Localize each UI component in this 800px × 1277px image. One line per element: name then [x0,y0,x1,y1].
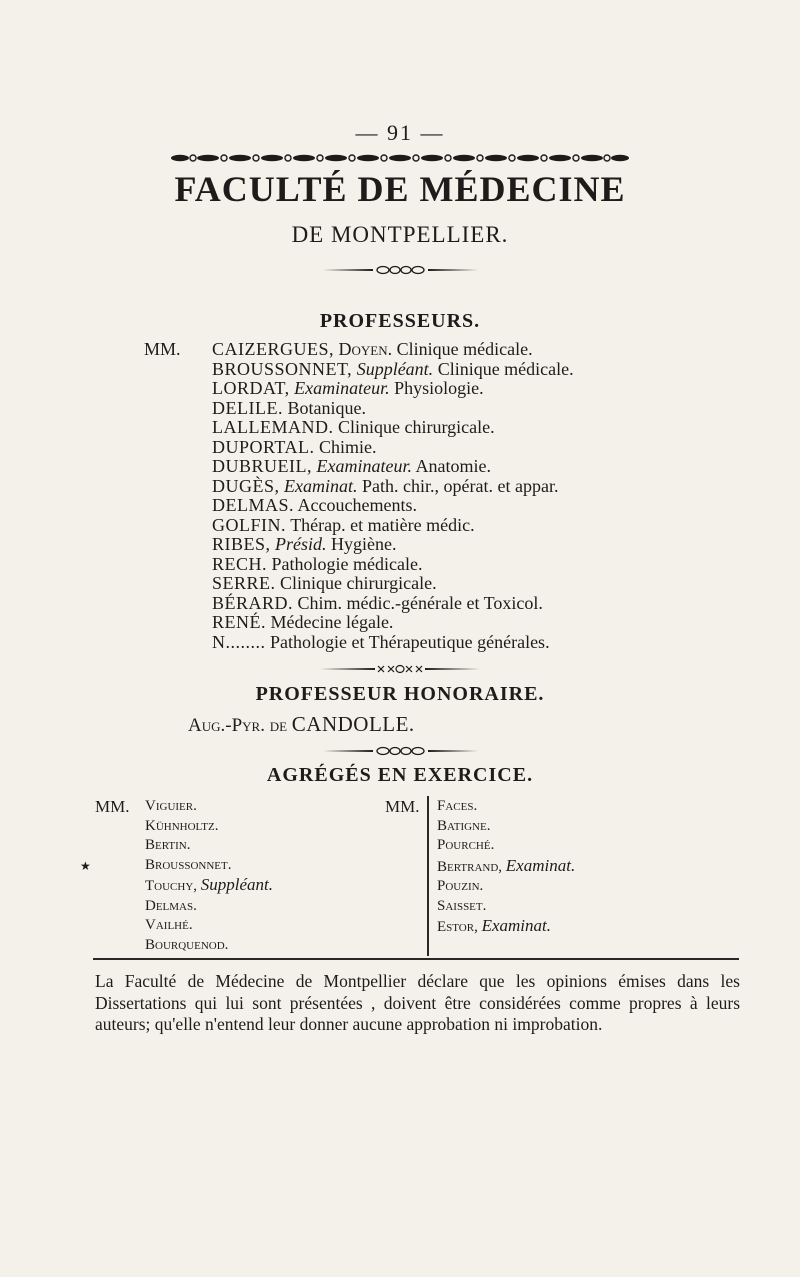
list-item: Bourquenod. [145,936,229,953]
list-item: Saisset. [437,897,487,914]
list-item: MM. Viguier. [95,797,197,816]
agreges-left-column [95,797,274,955]
mm-prefix: MM. [95,797,130,816]
list-item: MM. Faces. [385,797,478,816]
list-item: Bertin. [145,837,191,853]
page-title: FACULTÉ DE MÉDECINE [174,169,626,209]
ornament-border [170,150,630,166]
list-item: DUGÈS, Examinat. Path. chir., opérat. et appar. [212,475,559,496]
horizontal-rule [93,958,739,960]
list-item: LALLEMAND. Clinique chirurgicale. [212,417,495,437]
ornament-rule [320,664,480,674]
list-item: Broussonnet. [145,856,232,873]
ornament-rule [323,746,478,756]
list-item: Pouzin. [437,878,484,894]
list-item: Kühnholtz. [145,817,219,834]
list-item: GOLFIN. Thérap. et matière médic. [212,514,475,535]
list-item: BROUSSONNET, Suppléant. Clinique médicale. [212,358,574,379]
list-item: Batigne. [437,817,491,834]
column-divider [427,796,429,956]
honoraire-name: Aug.-Pyr. de CANDOLLE. [188,712,415,736]
list-item: RIBES, Présid. Hygiène. [212,534,397,554]
list-item: DUBRUEIL, Examinateur. Anatomie. [212,456,491,476]
list-item: LORDAT, Examinateur. Physiologie. [212,378,484,398]
page-number: — 91 — [355,120,445,145]
mm-prefix: MM. [385,797,420,816]
list-item: Bertrand, Examinat. [437,855,576,875]
list-item: RECH. Pathologie médicale. [212,553,423,574]
page-subtitle: DE MONTPELLIER. [291,222,509,247]
honoraire-heading: PROFESSEUR HONORAIRE. [255,683,545,705]
list-item: Touchy, Suppléant. [145,875,274,894]
agreges-heading: AGRÉGÉS EN EXERCICE. [266,764,534,786]
list-item: DELILE. Botanique. [212,397,366,418]
professeurs-heading: PROFESSEURS. [319,310,481,332]
list-item: RENÉ. Médecine légale. [212,612,394,632]
ornament-rule [323,265,478,275]
list-item: MM. CAIZERGUES, Doyen. Clinique médicale. [144,339,533,359]
list-item: DUPORTAL. Chimie. [212,436,377,457]
list-item: SERRE. Clinique chirurgicale. [212,573,437,593]
declaration-paragraph: La Faculté de Médecine de Montpellier déclare que les opinions émises dans les Dissertations qui lui sont présentées , doivent être considérées comme propres à leurs auteurs; qu'elle n'entend leur donner aucune approbation ni improbation. [95,971,740,1034]
list-item: DELMAS. Accouchements. [212,495,417,515]
list-item: N........ Pathologie et Thérapeutique générales. [212,631,550,652]
asterisk-mark: ★ [80,859,91,873]
list-item: Vailhé. [145,917,193,933]
mm-prefix: MM. [144,339,181,359]
list-item: BÉRARD. Chim. médic.-générale et Toxicol. [212,592,543,613]
list-item: Pourché. [437,837,495,853]
agreges-right-column [385,797,576,938]
list-item: Estor, Examinat. [437,916,551,935]
professeurs-list [144,339,772,652]
list-item: Delmas. [145,897,197,914]
